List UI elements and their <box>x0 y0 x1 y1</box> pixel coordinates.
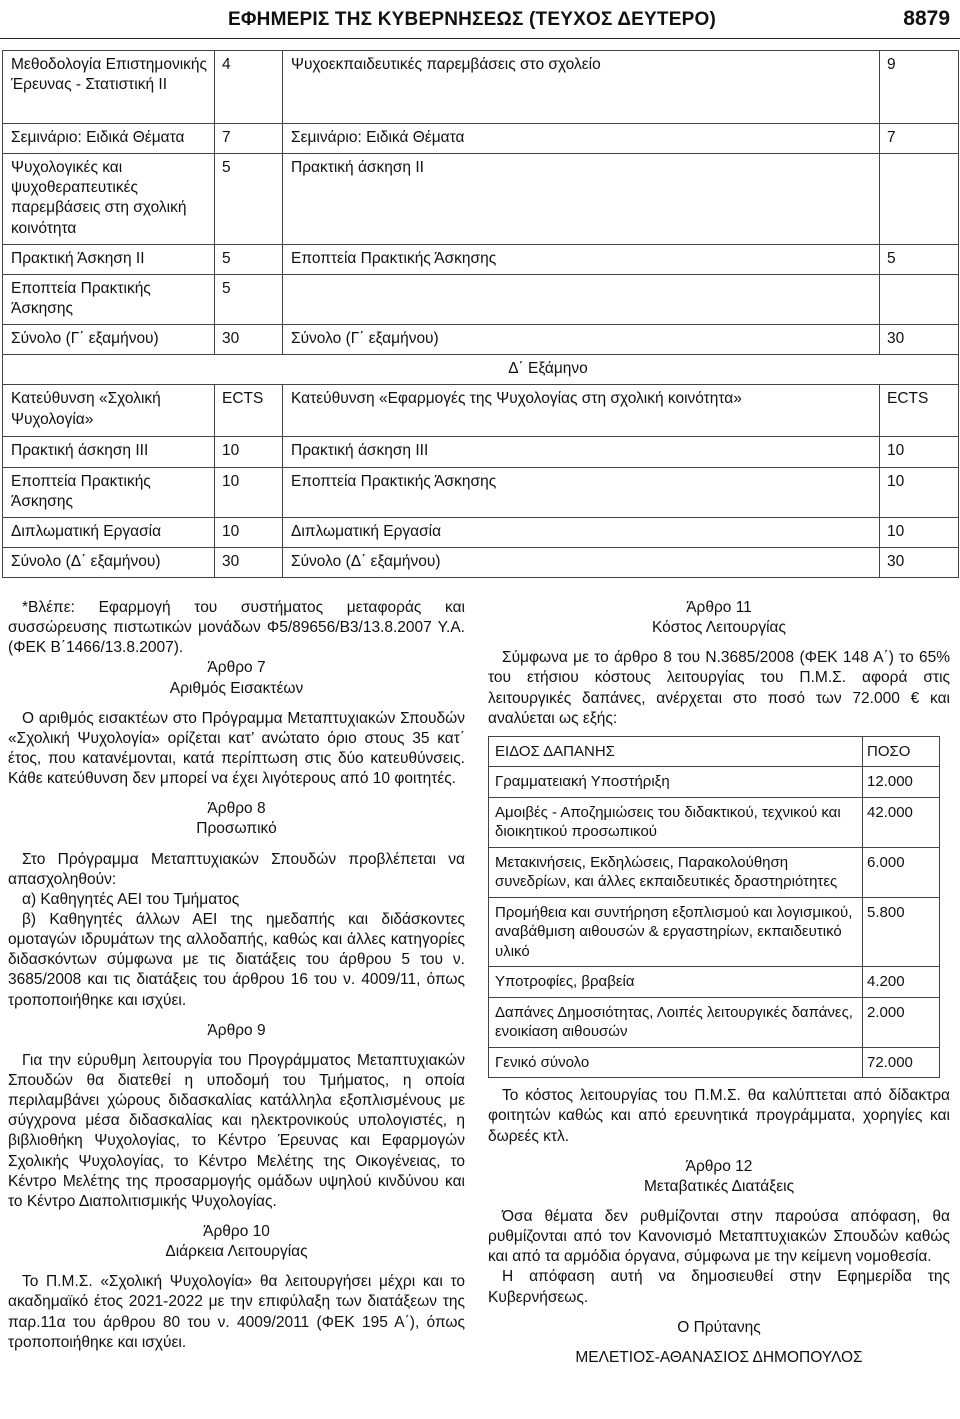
cost-total-label: Γενικό σύνολο <box>489 1047 863 1078</box>
article-8-intro: Στο Πρόγραμμα Μεταπτυχιακών Σπουδών προβλέπεται να απασχοληθούν: <box>8 850 465 888</box>
cost-header-label: ΕΙΔΟΣ ΔΑΠΑΝΗΣ <box>489 736 863 767</box>
ects-cell: 10 <box>880 437 959 467</box>
article-11-subtitle: Κόστος Λειτουργίας <box>652 619 786 637</box>
article-8-item-a: α) Καθηγητές ΑΕΙ του Τμήματος <box>22 890 240 908</box>
course-cell: Εποπτεία Πρακτικής Άσκησης <box>3 274 215 324</box>
gazette-title: ΕΦΗΜΕΡΙΣ ΤΗΣ ΚΥΒΕΡΝΗΣΕΩΣ (ΤΕΥΧΟΣ ΔΕΥΤΕΡΟ) <box>228 9 716 30</box>
ects-cell: 5 <box>215 154 283 245</box>
ects-cell <box>880 274 959 324</box>
total-ects-cell: 30 <box>215 325 283 355</box>
table-row <box>489 767 940 798</box>
article-12-subtitle: Μεταβατικές Διατάξεις <box>643 1177 795 1195</box>
cost-header-amount: ΠΟΣΟ <box>863 736 940 767</box>
total-cell: Σύνολο (Δ΄ εξαμήνου) <box>283 547 880 577</box>
table-row <box>3 467 959 517</box>
blank-cell <box>880 355 959 385</box>
article-7-text: Ο αριθμός εισακτέων στο Πρόγραμμα Μεταπτυχιακών Σπουδών «Σχολική Ψυχολογία» ορίζεται κατ’ ανώτατο όριο στους 35 κατ΄ έτος, που κατανέμονται, κατά περίπτωση στις δύο κατευθύνσεις. Κάθε κατεύθυνση δεν μπορεί να έχει λιγότερους από 10 φοιτητές. <box>8 709 465 788</box>
article-9-title: Άρθρο 9 <box>207 1021 266 1039</box>
table-row <box>3 154 959 245</box>
table-row <box>3 517 959 547</box>
ects-cell: 7 <box>215 124 283 154</box>
cost-label: Γραμματειακή Υποστήριξη <box>489 767 863 798</box>
table-row <box>489 847 940 897</box>
course-cell: Εποπτεία Πρακτικής Άσκησης <box>3 467 215 517</box>
table-row <box>489 797 940 847</box>
cost-amount: 2.000 <box>863 997 940 1047</box>
course-cell: Πρακτική άσκηση ΙΙΙ <box>283 437 880 467</box>
ects-cell: 10 <box>215 517 283 547</box>
table-row <box>3 124 959 154</box>
article-10-title: Άρθρο 10 <box>203 1222 270 1240</box>
cost-label: Μετακινήσεις, Εκδηλώσεις, Παρακολούθηση συνεδρίων, και άλλες εκπαιδευτικές δραστηριότητες <box>489 847 863 897</box>
course-cell: Διπλωματική Εργασία <box>283 517 880 547</box>
ects-cell: 7 <box>880 124 959 154</box>
course-cell: Πρακτική άσκηση ΙΙΙ <box>3 437 215 467</box>
course-cell: Μεθοδολογία Επιστημονικής Έρευνας - Στατιστική ΙΙ <box>3 51 215 124</box>
total-ects-cell: 30 <box>215 547 283 577</box>
cost-amount: 12.000 <box>863 767 940 798</box>
footnote: *Βλέπε: Εφαρμογή του συστήματος μεταφοράς και συσσώρευσης πιστωτικών μονάδων Φ5/89656/Β3/13.8.2007 Υ.Α. (ΦΕΚ Β΄1466/13.8.2007). <box>8 599 465 657</box>
table-row <box>489 897 940 967</box>
course-cell: Σεμινάριο: Ειδικά Θέματα <box>3 124 215 154</box>
ects-cell: 9 <box>880 51 959 124</box>
article-11-after: Το κόστος λειτουργίας του Π.Μ.Σ. θα καλύπτεται από δίδακτρα φοιτητών καθώς και από ερευνητικά προγράμματα, χορηγίες και δωρεές κτλ. <box>488 1087 950 1145</box>
direction-cell: Κατεύθυνση «Σχολική Ψυχολογία» <box>3 385 215 437</box>
semester-heading: Δ΄ Εξάμηνο <box>215 355 880 385</box>
ects-cell: 5 <box>215 274 283 324</box>
ects-header: ECTS <box>880 385 959 437</box>
course-cell: Εποπτεία Πρακτικής Άσκησης <box>283 467 880 517</box>
article-11-title: Άρθρο 11 <box>686 599 752 616</box>
course-cell: Πρακτική άσκηση ΙΙ <box>283 154 880 245</box>
cost-label: Υποτροφίες, βραβεία <box>489 967 863 998</box>
blank-cell <box>3 355 215 385</box>
cost-amount: 42.000 <box>863 797 940 847</box>
cost-total-amount: 72.000 <box>863 1047 940 1078</box>
page-number: 8879 <box>903 7 950 30</box>
article-8-subtitle: Προσωπικό <box>196 820 277 838</box>
cost-amount: 5.800 <box>863 897 940 967</box>
article-8-item-b: β) Καθηγητές άλλων ΑΕΙ της ημεδαπής και διδάσκοντες ομοταγών ιδρυμάτων της αλλοδαπής, καθώς και άλλες κατηγορίες διδασκόντων σύμφωνα με τις διατάξεις του άρθρου 5 του ν. 3685/2008 και τις διατάξεις του άρθρου 16 του ν. 4009/11, όπως τροποποιήθηκε και ισχύει. <box>8 910 465 1009</box>
table-row <box>489 967 940 998</box>
article-8-title: Άρθρο 8 <box>207 800 266 818</box>
table-row <box>3 244 959 274</box>
page-header <box>0 0 960 39</box>
ects-cell: 10 <box>880 467 959 517</box>
course-cell: Διπλωματική Εργασία <box>3 517 215 547</box>
ects-header: ECTS <box>215 385 283 437</box>
course-cell: Σεμινάριο: Ειδικά Θέματα <box>283 124 880 154</box>
table-row <box>3 385 959 437</box>
cost-label: Προμήθεια και συντήρηση εξοπλισμού και λογισμικού, αναβάθμιση αιθουσών & εργαστηρίων, εκπαιδευτικό υλικό <box>489 897 863 967</box>
costs-table <box>488 736 940 1079</box>
table-row <box>3 437 959 467</box>
table-row <box>489 1047 940 1078</box>
article-7-subtitle: Αριθμός Εισακτέων <box>169 679 304 697</box>
signer-title: Ο Πρύτανης <box>677 1318 761 1336</box>
course-cell: Πρακτική Άσκηση ΙΙ <box>3 244 215 274</box>
article-12-text: Όσα θέματα δεν ρυθμίζονται στην παρούσα απόφαση, θα ρυθμίζονται από τον Κανονισμό Μεταπτυχιακών Σπουδών καθώς και από τα αρμόδια όργανα, σύμφωνα με την κείμενη νομοθεσία. <box>488 1208 950 1266</box>
cost-label: Δαπάνες Δημοσιότητας, Λοιπές λειτουργικές δαπάνες, ενοικίαση αιθουσών <box>489 997 863 1047</box>
ects-cell: 5 <box>215 244 283 274</box>
article-10-text: Το Π.Μ.Σ. «Σχολική Ψυχολογία» θα λειτουργήσει μέχρι και το ακαδημαϊκό έτος 2021-2022 με την επιφύλαξη των διατάξεων της παρ.11α του άρθρου 80 του ν. 4009/2011 (ΦΕΚ 195 Α΄), όπως τροποποιήθηκε και ισχύει. <box>8 1273 465 1351</box>
cost-amount: 4.200 <box>863 967 940 998</box>
total-cell: Σύνολο (Γ΄ εξαμήνου) <box>3 325 215 355</box>
table-row <box>3 325 959 355</box>
cost-label: Αμοιβές - Αποζημιώσεις του διδακτικού, τεχνικού και διοικητικού προσωπικού <box>489 797 863 847</box>
cost-amount: 6.000 <box>863 847 940 897</box>
table-row <box>489 997 940 1047</box>
course-cell: Εποπτεία Πρακτικής Άσκησης <box>283 244 880 274</box>
ects-cell <box>880 154 959 245</box>
ects-cell: 10 <box>880 517 959 547</box>
course-cell: Ψυχοεκπαιδευτικές παρεμβάσεις στο σχολείο <box>283 51 880 124</box>
table-row <box>489 736 940 767</box>
article-9-text: Για την εύρυθμη λειτουργία του Προγράμματος Μεταπτυχιακών Σπουδών θα διατεθεί η υποδομή του Τμήματος, η οποία περιλαμβάνει χώρους διδασκαλίας κατάλληλα εξοπλισμένους με σύγχρονα μέσα διδασκαλίας και ηλεκτρονικούς υπολογιστές, η βιβλιοθήκη Ψυχολογίας, το Κέντρο Έρευνας και Εφαρμογών Σχολικής Ψυχολογίας, το Κέντρο Μελέτης της Οικογένειας, το Κέντρο Μελέτης της προσαρμογής ομάδων υψηλού κινδύνου και το Κέντρο Διαπολιτισμικής Ψυχολογίας. <box>8 1051 465 1210</box>
ects-cell: 4 <box>215 51 283 124</box>
table-row <box>3 547 959 577</box>
right-column <box>488 598 950 1368</box>
article-12-title: Άρθρο 12 <box>685 1157 753 1175</box>
left-column <box>8 598 465 1353</box>
article-12-publish: Η απόφαση αυτή να δημοσιευθεί στην Εφημερίδα της Κυβερνήσεως. <box>488 1268 950 1306</box>
article-10-subtitle: Διάρκεια Λειτουργίας <box>165 1243 308 1261</box>
total-ects-cell: 30 <box>880 325 959 355</box>
table-row <box>3 51 959 124</box>
total-cell: Σύνολο (Γ΄ εξαμήνου) <box>283 325 880 355</box>
signer-name: ΜΕΛΕΤΙΟΣ-ΑΘΑΝΑΣΙΟΣ ΔΗΜΟΠΟΥΛΟΣ <box>575 1348 863 1366</box>
semester-row <box>3 355 959 385</box>
article-11-text: Σύμφωνα με το άρθρο 8 του Ν.3685/2008 (ΦΕΚ 148 Α΄) το 65% του ετήσιου κόστους λειτουργίας του Π.Μ.Σ. αφορά στις λειτουργικές δαπάνες, ανέρχεται στο ποσό των 72.000 € και αναλύεται ως εξής: <box>488 649 950 727</box>
ects-cell: 10 <box>215 467 283 517</box>
course-cell: Ψυχολογικές και ψυχοθεραπευτικές παρεμβάσεις στη σχολική κοινότητα <box>3 154 215 245</box>
curriculum-table <box>2 50 959 578</box>
article-7-title: Άρθρο 7 <box>207 659 266 677</box>
ects-cell: 10 <box>215 437 283 467</box>
course-cell <box>283 274 880 324</box>
total-ects-cell: 30 <box>880 547 959 577</box>
direction-cell: Κατεύθυνση «Εφαρμογές της Ψυχολογίας στη σχολική κοινότητα» <box>283 385 880 437</box>
total-cell: Σύνολο (Δ΄ εξαμήνου) <box>3 547 215 577</box>
ects-cell: 5 <box>880 244 959 274</box>
table-row <box>3 274 959 324</box>
